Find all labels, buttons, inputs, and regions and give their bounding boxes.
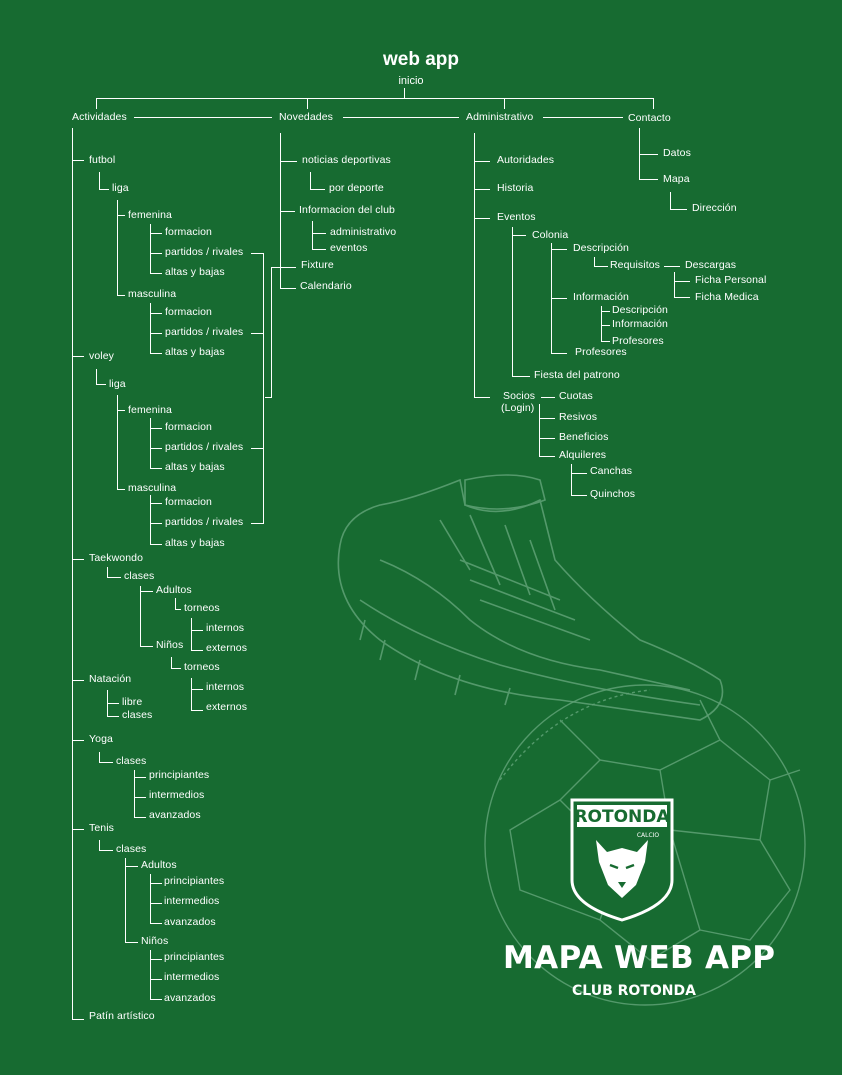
node-tenis-ninos: Niños	[141, 935, 169, 947]
node-futbol-masculina-item: formacion	[165, 306, 213, 318]
node-descargas-item: Ficha Personal	[695, 274, 767, 286]
node-colonia-informacion-item: Información	[612, 318, 668, 330]
node-taekwondo: Taekwondo	[89, 552, 144, 564]
node-mapa: Mapa	[663, 173, 690, 185]
node-informacion-item: eventos	[330, 242, 368, 254]
node-voley-masculina-item: partidos / rivales	[165, 516, 244, 528]
football-boot-sketch	[338, 475, 722, 720]
node-taekwondo-adultos-item: internos	[206, 622, 245, 634]
node-novedades: Novedades	[279, 111, 334, 123]
node-yoga-item: principiantes	[149, 769, 210, 781]
node-historia: Historia	[497, 182, 534, 194]
node-futbol: futbol	[89, 154, 116, 166]
node-informacion-club: Informacion del club	[299, 204, 395, 216]
node-futbol-masculina: masculina	[128, 288, 177, 300]
node-voley-masculina: masculina	[128, 482, 177, 494]
node-alquileres: Alquileres	[559, 449, 607, 461]
node-informacion-item: administrativo	[330, 226, 397, 238]
node-alquileres-item: Quinchos	[590, 488, 636, 500]
node-natacion-item: clases	[122, 709, 153, 721]
node-voley-femenina: femenina	[128, 404, 172, 416]
page-title: web app	[382, 49, 459, 70]
node-por-deporte: por deporte	[329, 182, 384, 194]
node-futbol-femenina-item: formacion	[165, 226, 213, 238]
node-taekwondo-adultos: Adultos	[156, 584, 192, 596]
node-natacion-item: libre	[122, 696, 143, 708]
node-yoga-item: intermedios	[149, 789, 205, 801]
node-yoga-item: avanzados	[149, 809, 201, 821]
brand-subtitle: CLUB ROTONDA	[572, 983, 696, 999]
node-contacto: Contacto	[628, 112, 671, 124]
node-tenis-adultos-item: avanzados	[164, 916, 216, 928]
logo-sub: CALCIO	[636, 832, 660, 839]
node-colonia-descripcion: Descripción	[573, 242, 629, 254]
node-tenis-adultos: Adultos	[141, 859, 177, 871]
node-futbol-femenina: femenina	[128, 209, 172, 221]
node-requisitos: Requisitos	[610, 259, 661, 271]
node-futbol-masculina-item: altas y bajas	[165, 346, 225, 358]
node-tenis-ninos-item: intermedios	[164, 971, 220, 983]
node-descargas: Descargas	[685, 259, 737, 271]
node-colonia-informacion: Información	[573, 291, 629, 303]
node-taekwondo-ninos: Niños	[156, 639, 184, 651]
node-alquileres-item: Canchas	[590, 465, 633, 477]
node-descargas-item: Ficha Medica	[695, 291, 759, 303]
node-socios-login: (Login)	[501, 402, 535, 414]
rotonda-logo	[572, 800, 672, 920]
node-natacion: Natación	[89, 673, 132, 685]
node-voley: voley	[89, 350, 115, 362]
node-taekwondo-ninos-item: externos	[206, 701, 248, 713]
node-voley-liga: liga	[109, 378, 126, 390]
node-tenis-ninos-item: avanzados	[164, 992, 216, 1004]
node-noticias: noticias deportivas	[302, 154, 391, 166]
node-direccion: Dirección	[692, 202, 737, 214]
node-socios-item: Cuotas	[559, 390, 593, 402]
node-futbol-liga: liga	[112, 182, 129, 194]
node-tenis-clases: clases	[116, 843, 147, 855]
node-tenis-ninos-item: principiantes	[164, 951, 225, 963]
node-voley-masculina-item: altas y bajas	[165, 537, 225, 549]
node-taekwondo-ninos-item: internos	[206, 681, 245, 693]
node-autoridades: Autoridades	[497, 154, 555, 166]
node-yoga-clases: clases	[116, 755, 147, 767]
logo-name: ROTONDA	[574, 807, 670, 827]
node-datos: Datos	[663, 147, 691, 159]
node-colonia: Colonia	[532, 229, 569, 241]
node-voley-masculina-item: formacion	[165, 496, 213, 508]
node-taekwondo-adultos-item: externos	[206, 642, 248, 654]
node-socios-item: Resivos	[559, 411, 598, 423]
node-tenis-adultos-item: intermedios	[164, 895, 220, 907]
page-subtitle: inicio	[398, 75, 424, 87]
node-voley-femenina-item: formacion	[165, 421, 213, 433]
node-voley-femenina-item: altas y bajas	[165, 461, 225, 473]
node-fiesta-patrono: Fiesta del patrono	[534, 369, 620, 381]
node-actividades: Actividades	[72, 111, 127, 123]
node-taekwondo-clases: clases	[124, 570, 155, 582]
node-patin-artistico: Patín artístico	[89, 1010, 155, 1022]
node-tenis: Tenis	[89, 822, 115, 834]
brand-main-title: MAPA WEB APP	[503, 940, 776, 976]
node-socios-item: Beneficios	[559, 431, 609, 443]
node-voley-femenina-item: partidos / rivales	[165, 441, 244, 453]
node-yoga: Yoga	[89, 733, 113, 745]
node-colonia-informacion-item: Descripción	[612, 304, 668, 316]
node-taekwondo-adultos-torneos: torneos	[184, 602, 220, 614]
node-taekwondo-ninos-torneos: torneos	[184, 661, 220, 673]
node-tenis-adultos-item: principiantes	[164, 875, 225, 887]
node-colonia-informacion-item: Profesores	[612, 335, 664, 347]
node-calendario: Calendario	[300, 280, 352, 292]
node-administrativo: Administrativo	[466, 111, 534, 123]
node-eventos: Eventos	[497, 211, 536, 223]
node-futbol-femenina-item: altas y bajas	[165, 266, 225, 278]
node-futbol-femenina-item: partidos / rivales	[165, 246, 244, 258]
node-socios: Socios	[503, 390, 536, 402]
node-fixture: Fixture	[301, 259, 334, 271]
node-colonia-profesores: Profesores	[575, 346, 627, 358]
node-futbol-masculina-item: partidos / rivales	[165, 326, 244, 338]
